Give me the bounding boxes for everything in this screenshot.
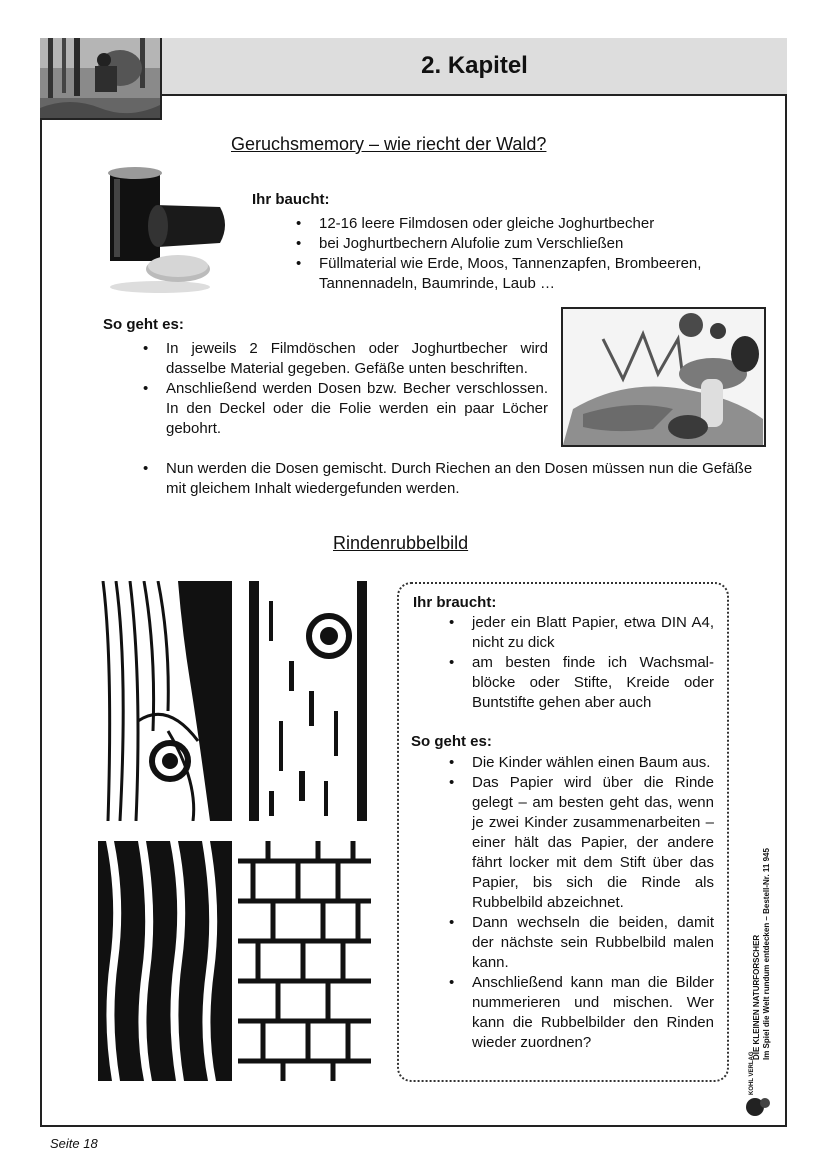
list-item: • Das Papier wird über die Rinde gelegt – am besten geht das, wenn je zwei Kinder zusammenarbeiten – einer hält das Papier, der andere fährt locker mit dem Stift über das Papier, bis sich die Rinde als Rubbelbild abzeichnet. [446,773,714,913]
list-item: • In jeweils 2 Filmdöschen oder Joghurtbecher wird dasselbe Material gegeben. Gefäße unten beschriften. [140,339,548,379]
bark-texture-furrows [98,841,232,1081]
chapter-header [162,38,787,96]
list-item: • bei Joghurtbechern Alufolie zum Verschließen [293,234,753,254]
list-item: • Anschließend kann man die Bilder nummerieren und mischen. Wer kann die Rubbelbilder den Rinden wieder zuordnen? [446,973,714,1053]
list-item: • Dann wechseln die beiden, damit der nächste sein Rubbelbild malen kann. [446,913,714,973]
needs-label-1: Ihr baucht: [252,191,330,208]
howto-label-1: So geht es: [103,316,184,333]
howto-list-1b [140,459,760,499]
bark-texture-hole [249,581,367,821]
howto-list-2 [446,753,714,1053]
book-subtitle-order: Im Spiel die Welt rundum entdecken – Bestell-Nr. 11 945 [762,848,771,1060]
bark-texture-cracked [238,841,371,1081]
forest-explorer-photo [40,38,162,120]
list-item: • Anschließend werden Dosen bzw. Becher verschlossen. In den Deckel oder die Folie werden ein paar Löcher gebohrt. [140,379,548,439]
list-item: • am besten finde ich Wachsmalblöcke oder Stifte, Kreide oder Buntstifte gehen aber auch [446,653,714,713]
needs-list-1 [293,214,753,294]
howto-label-2: So geht es: [411,733,492,750]
bark-texture-knot [98,581,232,821]
list-item: • Die Kinder wählen einen Baum aus. [446,753,714,773]
needs-label-2: Ihr braucht: [413,594,497,611]
section-title-rindenrubbelbild: Rindenrubbelbild [333,533,469,553]
list-item: • Füllmaterial wie Erde, Moos, Tannenzapfen, Brombeeren, Tannennadeln, Baumrinde, Laub … [293,254,753,294]
section-title-geruchsmemory: Geruchsmemory – wie riecht der Wald? [231,134,547,154]
list-item: • 12-16 leere Filmdosen oder gleiche Joghurtbecher [293,214,753,234]
publisher-logo [745,1050,775,1120]
list-item: • jeder ein Blatt Papier, etwa DIN A4, nicht zu dick [446,613,714,653]
needs-list-2 [446,613,714,713]
book-series-title: DIE KLEINEN NATURFORSCHER [752,934,761,1060]
chapter-title: 2. Kapitel [421,52,528,79]
forest-floor-photo [561,307,766,447]
howto-list-1a [140,339,548,439]
film-canister-image [100,165,235,295]
publisher-sidebar [740,770,780,1070]
publisher-name: KOHL VERLAG [749,1051,755,1095]
page-number: Seite 18 [50,1136,98,1151]
list-item: • Nun werden die Dosen gemischt. Durch Riechen an den Dosen müssen nun die Gefäße mit gleichem Inhalt wiedergefunden werden. [140,459,760,499]
